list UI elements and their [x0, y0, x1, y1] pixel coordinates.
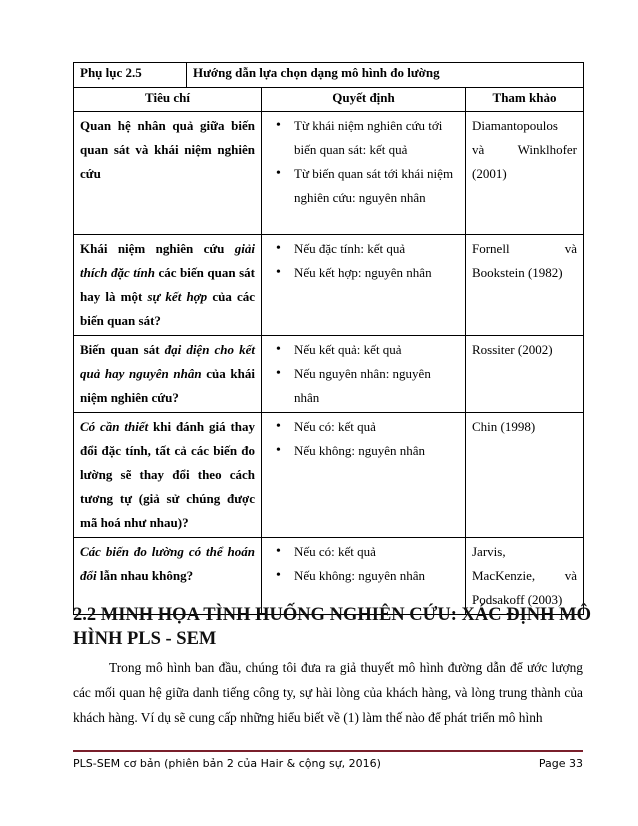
reference-line: MacKenzie, và	[472, 568, 578, 583]
criterion-text: khi đánh giá thay đổi đặc tính, tất cả các biến đo lường sẽ thay đổi theo cách tương tự (giả sử chúng được mã hoá như nhau)?	[80, 419, 256, 530]
reference-line: Jarvis,	[472, 544, 506, 559]
criterion-emphasis: sự kết hợp	[147, 289, 208, 304]
criterion-text: lẫn nhau không?	[96, 568, 194, 583]
decision-item: • Nếu kết hợp: nguyên nhân	[294, 261, 459, 285]
appendix-label: Phụ lục 2.5	[74, 63, 187, 88]
criterion-text: Quan hệ nhân quả giữa biến quan sát và khái niệm nghiên cứu	[80, 118, 255, 181]
criterion-text: Khái niệm nghiên cứu	[80, 241, 235, 256]
table-row	[74, 235, 584, 336]
table-caption-row	[74, 63, 584, 88]
reference-cell	[466, 235, 584, 336]
reference-cell	[466, 336, 584, 413]
criterion-cell	[74, 336, 262, 413]
table-header-row	[74, 88, 584, 112]
reference-line: (2001)	[472, 166, 507, 181]
criterion-emphasis: đại diện cho kết quả hay nguyên nhân	[80, 342, 255, 381]
decision-item: • Nếu nguyên nhân: nguyên nhân	[294, 362, 459, 410]
decision-cell	[262, 112, 466, 235]
decision-item: • Từ biến quan sát tới khái niệm nghiên cứu: nguyên nhân	[294, 162, 459, 210]
decision-item: • Nếu có: kết quả	[294, 540, 459, 564]
criterion-cell	[74, 112, 262, 235]
reference-cell	[466, 413, 584, 538]
decision-item: • Nếu không: nguyên nhân	[294, 564, 459, 588]
section-heading: 2.2 MINH HỌA TÌNH HUỐNG NGHIÊN CỨU: XÁC ĐỊNH MÔ HÌNH PLS - SEM	[73, 605, 592, 649]
guideline-table	[73, 62, 584, 615]
reference-line: Podsakoff (2003)	[472, 592, 563, 607]
column-header-reference: Tham khảo	[466, 88, 584, 112]
criterion-emphasis: Các biến đo lường có thể hoán đổi	[80, 544, 255, 583]
page-footer	[73, 757, 583, 770]
decision-cell	[262, 336, 466, 413]
reference-line: Bookstein (1982)	[472, 265, 563, 280]
decision-item: • Nếu đặc tính: kết quả	[294, 237, 459, 261]
reference-line: Rossiter (2002)	[472, 342, 553, 357]
reference-line: Chin (1998)	[472, 419, 536, 434]
reference-line: Fornell và	[472, 241, 578, 256]
criterion-emphasis: Có cần thiết	[80, 419, 149, 434]
footer-title: PLS-SEM cơ bản (phiên bản 2 của Hair & cộng sự, 2016)	[73, 757, 381, 770]
criterion-text: các biến quan sát hay là một	[80, 265, 255, 304]
decision-cell	[262, 235, 466, 336]
decision-item: • Nếu không: nguyên nhân	[294, 439, 459, 463]
criterion-text: của khái niệm nghiên cứu?	[80, 366, 255, 405]
reference-line: Diamantopoulos	[472, 118, 558, 133]
decision-list	[268, 415, 459, 463]
body-paragraph: Trong mô hình ban đầu, chúng tôi đưa ra giả thuyết mô hình đường dẫn để ước lượng các mối quan hệ giữa danh tiếng công ty, sự hài lòng của khách hàng, và lòng trung thành của khách hàng. Ví dụ sẽ cung cấp những hiểu biết về (1) làm thế nào để phát triển mô hình	[73, 660, 583, 725]
reference-line: và Winklhofer	[472, 142, 578, 157]
decision-cell	[262, 413, 466, 538]
reference-cell	[466, 112, 584, 235]
table-row	[74, 112, 584, 235]
decision-list	[268, 540, 459, 588]
column-header-criterion: Tiêu chí	[74, 88, 262, 112]
decision-item: • Nếu có: kết quả	[294, 415, 459, 439]
column-header-decision: Quyết định	[262, 88, 466, 112]
decision-list	[268, 338, 459, 410]
criterion-emphasis: giải thích đặc tính	[80, 241, 255, 280]
criterion-cell	[74, 413, 262, 538]
table-row	[74, 336, 584, 413]
decision-list	[268, 237, 459, 285]
criterion-cell	[74, 235, 262, 336]
page-number: Page 33	[538, 757, 583, 770]
criterion-text: của các biến quan sát?	[80, 289, 256, 328]
criterion-text: Biến quan sát	[80, 342, 165, 357]
decision-item: • Nếu kết quả: kết quả	[294, 338, 459, 362]
footer-rule	[73, 750, 583, 752]
table-row	[74, 413, 584, 538]
decision-item: • Từ khái niệm nghiên cứu tới biến quan sát: kết quả	[294, 114, 459, 162]
decision-list	[268, 114, 459, 210]
appendix-title: Hướng dẫn lựa chọn dạng mô hình đo lường	[187, 63, 584, 88]
